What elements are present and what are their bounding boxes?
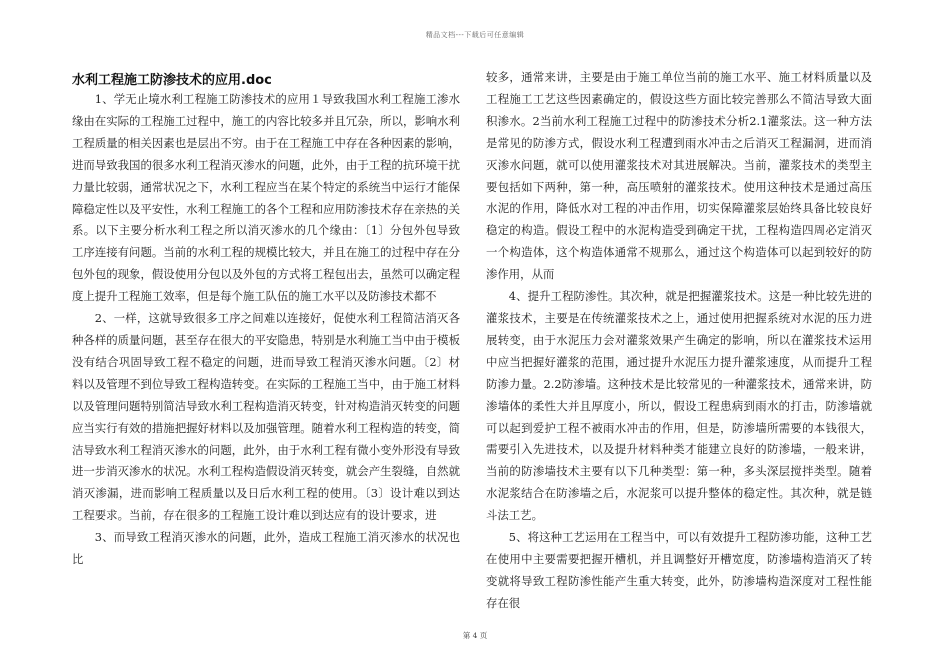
paragraph: 较多，通常来讲，主要是由于施工单位当前的施工水平、施工材料质量以及工程施工工艺这些因素确定的，假设这些方面比较完善那么不简洁导致大面积渗水。2当前水利工程施工过程中的防渗技术分析2.1灌浆法。这一种方法是常见的防渗方式，假设水利工程遭到雨水冲击之后消灭工程漏洞，进而消灭渗水问题，就可以使用灌浆技术对其进展解决。当前，灌浆技术的类型主要包括如下两种，第一种，高压喷射的灌浆技术。使用这种技术是通过高压水泥的作用，降低水对工程的冲击作用，切实保障灌浆层始终具备比较良好稳定的构造。假设工程中的水泥构造受到确定干扰，工程构造四周必定消灭一个构造体，这个构造体通常不规那么，通过这个构造体可以起到较好的防渗作用，从而 xyxy=(486,70,872,282)
page-number: 第 4 页 xyxy=(462,631,488,640)
page-header: 精品文档---下载后可任意编辑 xyxy=(425,31,525,39)
left-column xyxy=(72,89,460,571)
paragraph: 1、学无止境水利工程施工防渗技术的应用１导致我国水利工程施工渗水缘由在实际的工程施工过程中，施工的内容比较多并且冗杂，所以，影响水利工程质量的相关因素也是层出不穷。由于在工程施工中存在各种因素的影响，进而导致我国的很多水利工程消灭渗水的问题，此外，由于工程的抗环境干扰力量比较弱，通常状况之下，水利工程应当在某个特定的系统当中运行才能保障稳定性以及平安性，水利工程施工的各个工程和应用防渗技术存在亲热的关系。以下主要分析水利工程之所以消灭渗水的几个缘由：〔1〕分包外包导致工序连接有问题。当前的水利工程的规模比较大，并且在施工的过程中存在分包外包的现象，假设使用分包以及外包的方式将工程包出去，虽然可以确定程度上提升工程施工效率，但是每个施工队伍的施工水平以及防渗技术都不 xyxy=(72,92,460,304)
paragraph: 5、将这种工艺运用在工程当中，可以有效提升工程防渗功能，这种工艺在使用中主要需要把握开槽机，并且调整好开槽宽度，防渗墙构造消灭了转变就将导致工程防渗性能产生重大转变，此外，防渗墙构造深度对工程性能存在很 xyxy=(486,530,872,610)
paragraph: 4、提升工程防渗性。其次种，就是把握灌浆技术。这是一种比较先进的灌浆技术，主要是在传统灌浆技术之上，通过使用把握系统对水泥的压力进展转变，由于水泥压力会对灌浆效果产生确定的影响，所以在灌浆技术运用中应当把握好灌浆的范围，通过提升水泥压力提升灌浆速度，从而提升工程防渗力量。2.2防渗墙。这种技术是比较常见的一种灌浆技术，通常来讲，防渗墙体的柔性大并且厚度小，所以，假设工程患病到雨水的打击，防渗墙就可以起到爱护工程不被雨水冲击的作用，但是，防渗墙所需要的本钱很大，需要引入先进技术，以及提升材料种类才能建立良好的防渗墙，一般来讲，当前的防渗墙技术主要有以下几种类型：第一种，多头深层搅拌类型。随着水泥浆结合在防渗墙之后，水泥浆可以提升整体的稳定性。其次种，就是链斗法工艺。 xyxy=(486,289,872,523)
document-title: 水利工程施工防渗技术的应用.doc xyxy=(72,73,272,88)
paragraph: 2、一样，这就导致很多工序之间难以连接好，促使水利工程简洁消灭各种各样的质量问题，甚至存在很大的平安隐患，特别是水利施工当中由于模板没有结合巩固导致工程不稳定的问题，进而导致工程消灭渗水问题。〔2〕材料以及管理不到位导致工程构造转变。在实际的工程施工当中，由于施工材料以及管理问题特别简洁导致水利工程构造消灭转变，针对构造消灭转变的问题应当实行有效的措施把握好材料以及加强管理。随着水利工程构造的转变，简洁导致水利工程消灭渗水的问题，此外，由于水利工程有微小变外形没有导致进一步消灭渗水的状况。水利工程构造假设消灭转变，就会产生裂缝，自然就消灭渗漏，进而影响工程质量以及日后水利工程的使用。〔3〕设计难以到达工程要求。当前，存在很多的工程施工设计难以到达应有的设计要求，进 xyxy=(72,311,460,523)
paragraph: 3、而导致工程消灭渗水的问题，此外，造成工程施工消灭渗水的状况也比 xyxy=(72,530,460,567)
right-column xyxy=(486,67,872,615)
